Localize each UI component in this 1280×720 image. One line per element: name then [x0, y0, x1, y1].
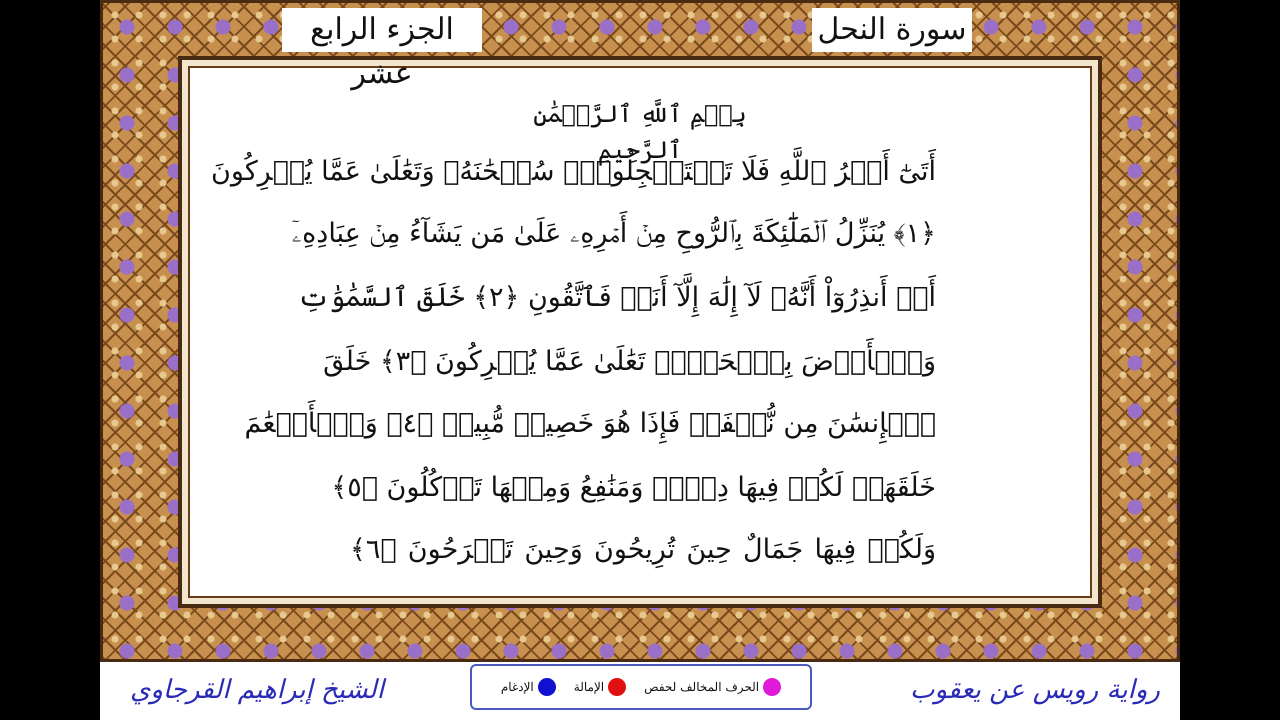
ayah-line-5: ٱلۡإِنسَٰنَ مِن نُّطۡفَةٖ فَإِذَا هُوَ خَصِيمٞ مُّبِينٞ ﴿٤﴾ وَٱلۡأَنۡعَٰمَ: [244, 408, 936, 439]
blue-dot-icon: [538, 678, 556, 696]
ayah-line-3: أَنۡ أَنذِرُوٓاْ أَنَّهُۥ لَآ إِلَٰهَ إِلَّآ أَنَا۠ فَٱتَّقُونِ ﴿٢﴾ خَلَقَ ٱلسَّمَٰوَٰتِ: [297, 282, 936, 313]
legend-label: الحرف المخالف لحفص: [644, 680, 760, 694]
red-dot-icon: [608, 678, 626, 696]
pink-dot-icon: [763, 678, 781, 696]
sheikh-label: الشيخ إبراهيم القرجاوي: [130, 675, 384, 705]
juz-label: الجزء الرابع عشر: [282, 8, 482, 52]
basmala: بِسۡمِ ٱللَّهِ ٱلرَّحۡمَٰنِ ٱلرَّحِيمِ: [533, 100, 747, 164]
legend-item-idgham: [501, 678, 556, 696]
ayah-line-7: وَلَكُمۡ فِيهَا جَمَالٌ حِينَ تُرِيحُونَ وَحِينَ تَسۡرَحُونَ ﴿٦﴾: [350, 534, 936, 565]
legend-label: الإمالة: [573, 680, 605, 694]
mushaf-page: [100, 0, 1180, 720]
ayah-line-4: وَٱلۡأَرۡضَ بِٱلۡحَقِّۚ تَعَٰلَىٰ عَمَّا يُشۡرِكُونَ ﴿٣﴾ خَلَقَ: [323, 346, 936, 377]
narration-label: رواية رويس عن يعقوب: [910, 675, 1160, 705]
footer: [100, 662, 1180, 720]
legend-item-imala: [574, 678, 626, 696]
legend-label: الإدغام: [500, 680, 534, 694]
ayah-line-2: ﴿١﴾ يُنَزِّلُ ٱلۡمَلَٰٓئِكَةَ بِٱلرُّوحِ مِنۡ أَمۡرِهِۦ عَلَىٰ مَن يَشَآءُ مِنۡ عِبَادِهِۦٓ: [291, 218, 936, 249]
surah-label: سورة النحل: [812, 8, 972, 52]
legend-item-differing: [644, 678, 781, 696]
color-legend: [470, 664, 812, 710]
ayah-line-6: خَلَقَهَاۖ لَكُمۡ فِيهَا دِفۡءٞ وَمَنَٰفِعُ وَمِنۡهَا تَأۡكُلُونَ ﴿٥﴾: [331, 472, 936, 503]
ayah-line-1: أَتَىٰٓ أَمۡرُ ٱللَّهِ فَلَا تَسۡتَعۡجِلُوهُۚ سُبۡحَٰنَهُۥ وَتَعَٰلَىٰ عَمَّا يُشۡرِكُونَ: [211, 156, 936, 187]
